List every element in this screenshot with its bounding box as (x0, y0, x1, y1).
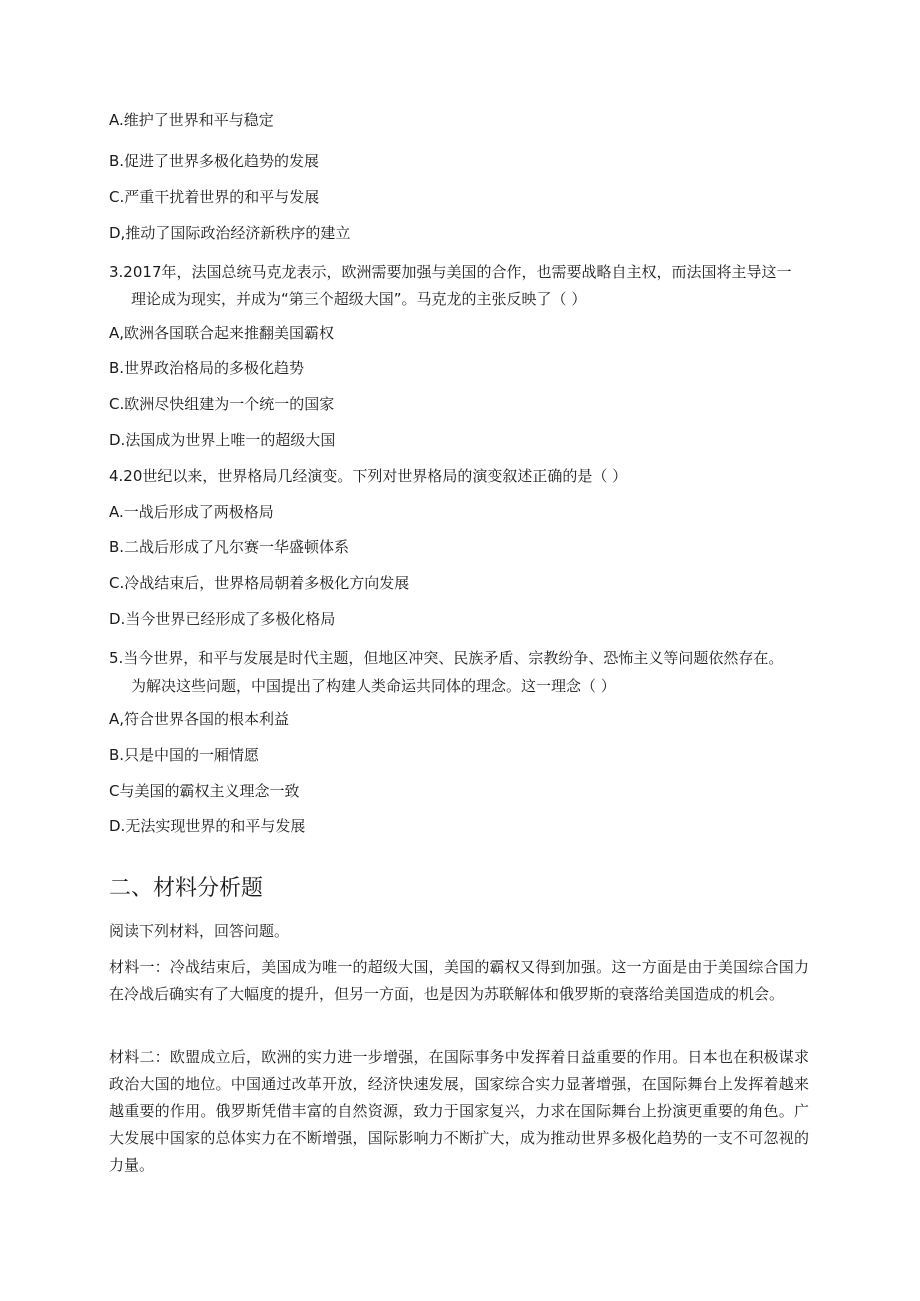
material-1-paragraph: 材料一：冷战结束后，美国成为唯一的超级大国，美国的霸权又得到加强。这一方面是由于美国综合国力在冷战后确实有了大幅度的提升，但另一方面，也是因为苏联解体和俄罗斯的衰落给美国造成的机会。 (109, 958, 809, 1003)
question-3-stem (109, 259, 792, 313)
section-heading: 二、材料分析题 (109, 876, 264, 901)
question-5-option-d: D.无法实现世界的和平与发展 (109, 817, 306, 835)
option-c-prev: C.严重干扰着世界的和平与发展 (109, 188, 320, 206)
question-5-option-a: A,符合世界各国的根本利益 (109, 710, 290, 728)
question-3-option-b: B.世界政治格局的多极化趋势 (109, 359, 305, 377)
question-3-stem-line1: 3.2017年，法国总统马克龙表示，欧洲需要加强与美国的合作，也需要战略自主权，而法国将主导这一 (109, 263, 792, 281)
option-d-prev: D,推动了国际政治经济新秩序的建立 (109, 224, 351, 242)
question-3-option-a: A,欧洲各国联合起来推翻美国霸权 (109, 324, 335, 342)
option-b-prev: B.促进了世界多极化趋势的发展 (109, 152, 320, 170)
section-instruction: 阅读下列材料，回答问题。 (109, 922, 290, 940)
question-3-option-c: C.欧洲尽快组建为一个统一的国家 (109, 395, 335, 413)
question-3-option-d: D.法国成为世界上唯一的超级大国 (109, 431, 336, 449)
question-5-option-c: C与美国的霸权主义理念一致 (109, 782, 300, 800)
question-4-option-a: A.一战后形成了两极格局 (109, 503, 274, 521)
question-4-option-b: B.二战后形成了凡尔赛一华盛顿体系 (109, 538, 350, 556)
question-5-stem-line1: 5.当今世界，和平与发展是时代主题，但地区冲突、民族矛盾、宗教纷争、恐怖主义等问题依然存在。 (109, 649, 784, 667)
question-4-option-d: D.当今世界已经形成了多极化格局 (109, 610, 336, 628)
question-5-stem-line2: 为解决这些问题，中国提出了构建人类命运共同体的理念。这一理念（ ） (131, 677, 616, 695)
question-4-stem: 4.20世纪以来，世界格局几经演变。下列对世界格局的演变叙述正确的是（ ） (109, 467, 628, 485)
material-2-paragraph: 材料二：欧盟成立后，欧洲的实力进一步增强，在国际事务中发挥着日益重要的作用。日本也在积极谋求政治大国的地位。中国通过改革开放，经济快速发展，国家综合实力显著增强，在国际舞台上发挥着越来越重要的作用。俄罗斯凭借丰富的自然资源，致力于国家复兴，力求在国际舞台上扮演更重要的角色。广大发展中国家的总体实力在不断增强，国际影响力不断扩大，成为推动世界多极化趋势的一支不可忽视的力量。 (109, 1048, 809, 1174)
question-4-option-c: C.冷战结束后，世界格局朝着多极化方向发展 (109, 574, 410, 592)
question-5-stem (109, 644, 783, 700)
option-a-prev: A.维护了世界和平与稳定 (109, 111, 274, 129)
question-3-stem-line2: 理论成为现实，并成为“第三个超级大国”。马克龙的主张反映了（ ） (131, 290, 587, 308)
question-5-option-b: B.只是中国的一厢情愿 (109, 746, 260, 764)
